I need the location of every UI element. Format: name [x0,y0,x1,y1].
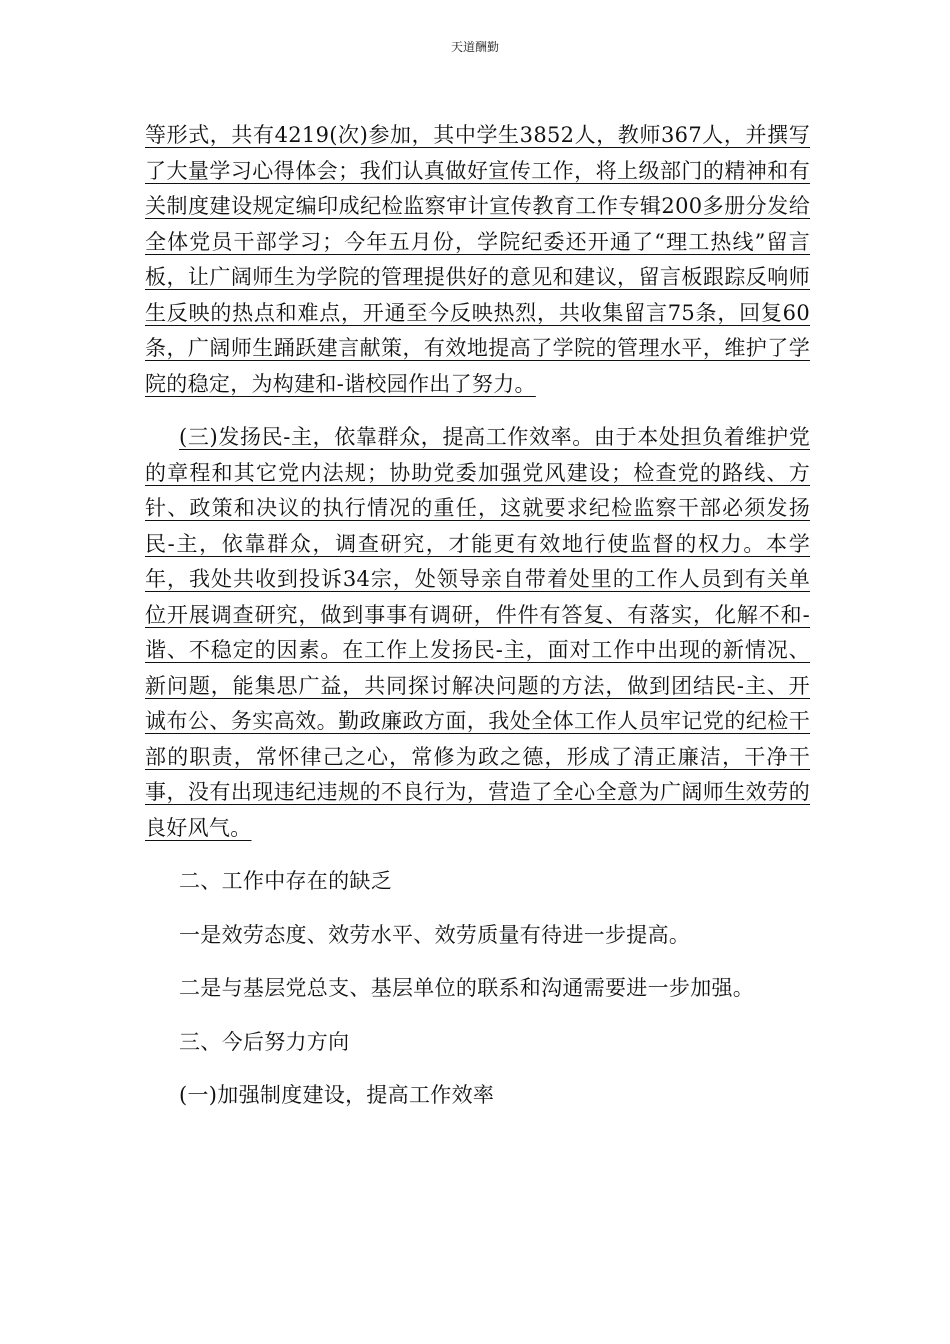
document-body [145,118,810,1132]
shortcoming-item-1: 一是效劳态度、效劳水平、效劳质量有待进一步提高。 [179,922,691,947]
page-header: 天道酬勤 [450,40,499,54]
paragraph-publicity-text: 等形式，共有4219(次)参加，其中学生3852人，教师367人，并撰写了大量学习心得体会；我们认真做好宣传工作，将上级部门的精神和有关制度建设规定编印成纪检监察审计宣传教育工作专辑200多册分发给全体党员干部学习；今年五月份，学院纪委还开通了“理工热线”留言板，让广阔师生为学院的管理提供好的意见和建议，留言板跟踪反响师生反映的热点和难点，开通至今反映热烈，共收集留言75条，回复60条，广阔师生踊跃建言献策，有效地提高了学院的管理水平，维护了学院的稳定，为构建和-谐校园作出了努力。 [145,123,810,396]
subsection-heading-1: (一)加强制度建设，提高工作效率 [179,1083,495,1107]
shortcoming-item-2: 二是与基层党总支、基层单位的联系和沟通需要进一步加强。 [179,976,755,1000]
section-heading-shortcomings: 二、工作中存在的缺乏 [179,869,392,893]
paragraph-democracy-text: (三)发扬民-主，依靠群众，提高工作效率。由于本处担负着维护党的章程和其它党内法规；协助党委加强党风建设；检查党的路线、方针、政策和决议的执行情况的重任，这就要求纪检监察干部必须发扬民-主，依靠群众，调查研究，才能更有效地行使监督的权力。本学年，我处共收到投诉34宗，处领导亲自带着处里的工作人员到有关单位开展调查研究，做到事事有调研，件件有答复、有落实，化解不和-谐、不稳定的因素。在工作上发扬民-主，面对工作中出现的新情况、新问题，能集思广益，共同探讨解决问题的方法，做到团结民-主、开诚布公、务实高效。勤政廉政方面，我处全体工作人员牢记党的纪检干部的职责，常怀律己之心，常修为政之德，形成了清正廉洁，干净干事，没有出现违纪违规的不良行为，营造了全心全意为广阔师生效劳的良好风气。 [145,425,810,840]
section-heading-future: 三、今后努力方向 [179,1029,350,1054]
paragraph-democracy [145,420,810,846]
paragraph-publicity [145,118,810,402]
